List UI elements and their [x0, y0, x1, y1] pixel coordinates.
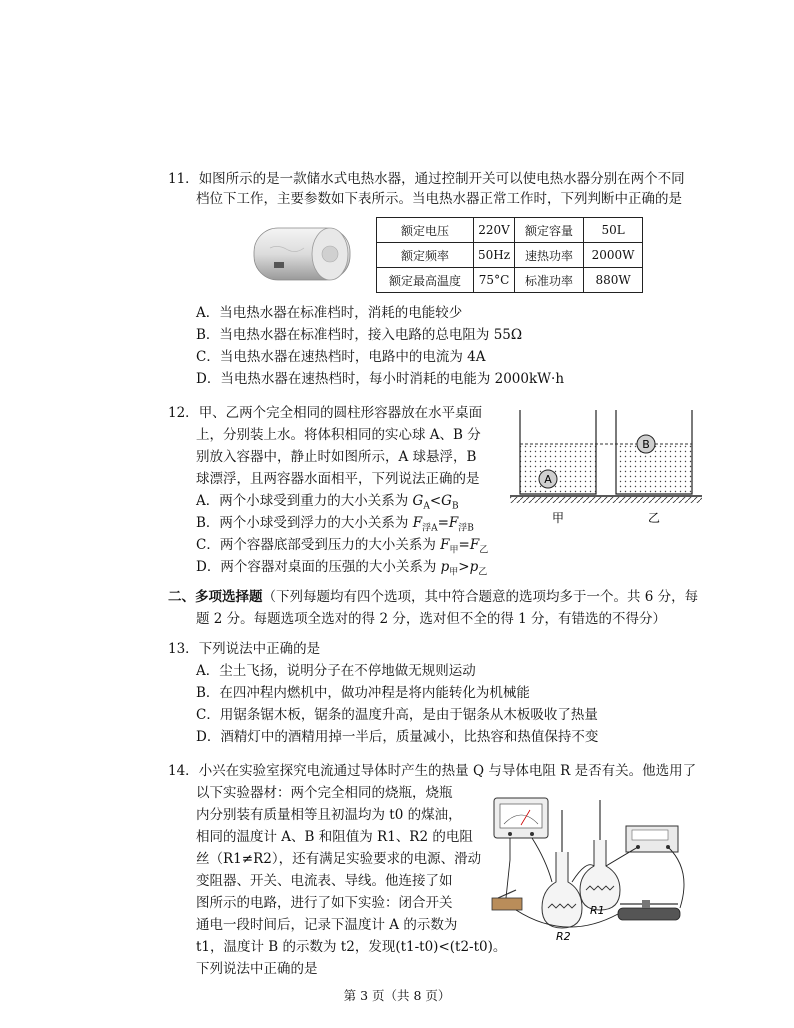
section2-header: 二、多项选择题（下列每题均有四个选项，其中符合题意的选项均多于一个。共 6 分，每 — [168, 589, 699, 605]
q13-option-c: C．用锯条锯木板，锯条的温度升高，是由于锯条从木板吸收了热量 — [196, 707, 598, 723]
flask-left — [542, 852, 582, 928]
q11-option-b: B．当电热水器在标准档时，接入电路的总电阻为 55Ω — [196, 327, 523, 343]
q11-number: 11． — [168, 171, 199, 187]
q14-stem-line4: 相同的温度计 A、B 和阻值为 R1、R2 的电阻 — [196, 829, 473, 845]
q12-stem-line3: 别放入容器中，静止时如图所示，A 球悬浮，B — [196, 449, 477, 465]
q11-option-d: D．当电热水器在速热档时，每小时消耗的电能为 2000kW·h — [196, 371, 565, 387]
q14-stem-line3: 内分别装有质量相等且初温均为 t0 的煤油， — [196, 807, 462, 823]
label-jia: 甲 — [551, 511, 565, 525]
q14-circuit-figure — [486, 790, 696, 946]
q14-number: 14． — [168, 763, 199, 779]
q13-option-d: D．酒精灯中的酒精用掉一半后，质量减小，比热容和热值保持不变 — [196, 729, 599, 745]
table-row: 额定最高温度 75°C 标准功率 880W — [377, 268, 643, 293]
q13-number: 13． — [168, 641, 199, 657]
q11-option-c: C．当电热水器在速热档时，电路中的电流为 4A — [196, 349, 486, 365]
label-yi: 乙 — [647, 511, 661, 525]
q12-containers-figure — [508, 404, 704, 526]
table-row: 额定频率 50Hz 速热功率 2000W — [377, 243, 643, 268]
q13-option-b: B．在四冲程内燃机中，做功冲程是将内能转化为机械能 — [196, 685, 530, 701]
q14-stem-line8: 通电一段时间后，记录下温度计 A 的示数为 — [196, 917, 458, 933]
q14-stem-line6: 变阻器、开关、电流表、导线。他连接了如 — [196, 873, 453, 889]
page-footer: 第 3 页（共 8 页） — [343, 988, 451, 1003]
table-row: 额定电压 220V 额定容量 50L — [377, 218, 643, 243]
ball-b-label: B — [642, 438, 650, 451]
q14-stem-line10: 下列说法中正确的是 — [196, 961, 318, 977]
switch — [492, 898, 522, 910]
q14-stem-line9: t1，温度计 B 的示数为 t2，发现(t1-t0)<(t2-t0)。 — [196, 939, 507, 955]
section2-title: 二、多项选择题 — [168, 589, 263, 605]
q11-option-a: A．当电热水器在标准档时，消耗的电能较少 — [196, 305, 463, 321]
q11-stem-line1: 11．如图所示的是一款储水式电热水器，通过控制开关可以使电热水器分别在两个不同 — [168, 171, 685, 187]
water-heater-image — [248, 222, 354, 288]
rheostat — [618, 908, 680, 920]
q12-stem-line4: 球漂浮，且两容器水面相平，下列说法正确的是 — [196, 471, 480, 487]
q12-number: 12． — [168, 405, 199, 421]
q12-option-a: A．两个小球受到重力的大小关系为 $G_A<G_B$ — [196, 493, 459, 512]
q12-option-c: C．两个容器底部受到压力的大小关系为 $F_甲=F_乙$ — [196, 537, 489, 556]
r2-label: R2 — [556, 930, 571, 943]
flask-right — [580, 840, 620, 910]
q11-parameter-table — [376, 217, 643, 293]
q13-stem: 13．下列说法中正确的是 — [168, 641, 321, 657]
q11-stem-line2: 档位下工作，主要参数如下表所示。当电热水器正常工作时，下列判断中正确的是 — [196, 191, 682, 207]
q12-stem-line1: 12．甲、乙两个完全相同的圆柱形容器放在水平桌面 — [168, 405, 483, 421]
q14-stem-line5: 丝（R1≠R2），还有满足实验要求的电源、滑动 — [196, 851, 482, 867]
q12-option-b: B．两个小球受到浮力的大小关系为 $F_{浮A}=F_{浮B}$ — [196, 515, 474, 534]
q14-stem-line1: 14．小兴在实验室探究电流通过导体时产生的热量 Q 与导体电阻 R 是否有关。他选用了 — [168, 763, 697, 779]
q13-option-a: A．尘土飞扬，说明分子在不停地做无规则运动 — [196, 663, 476, 679]
q14-stem-line7: 图所示的电路，进行了如下实验：闭合开关 — [196, 895, 453, 911]
section2-desc-line2: 题 2 分。每题选项全选对的得 2 分，选对但不全的得 1 分，有错选的不得分） — [196, 611, 667, 627]
q12-stem-line2: 上，分别装上水。将体积相同的实心球 A、B 分 — [196, 427, 481, 443]
r1-label: R1 — [590, 904, 605, 917]
ball-a-label: A — [544, 473, 552, 486]
q14-stem-line2: 以下实验器材：两个完全相同的烧瓶，烧瓶 — [196, 785, 453, 801]
q12-option-d: D．两个容器对桌面的压强的大小关系为 $p_甲>p_乙$ — [196, 559, 488, 578]
